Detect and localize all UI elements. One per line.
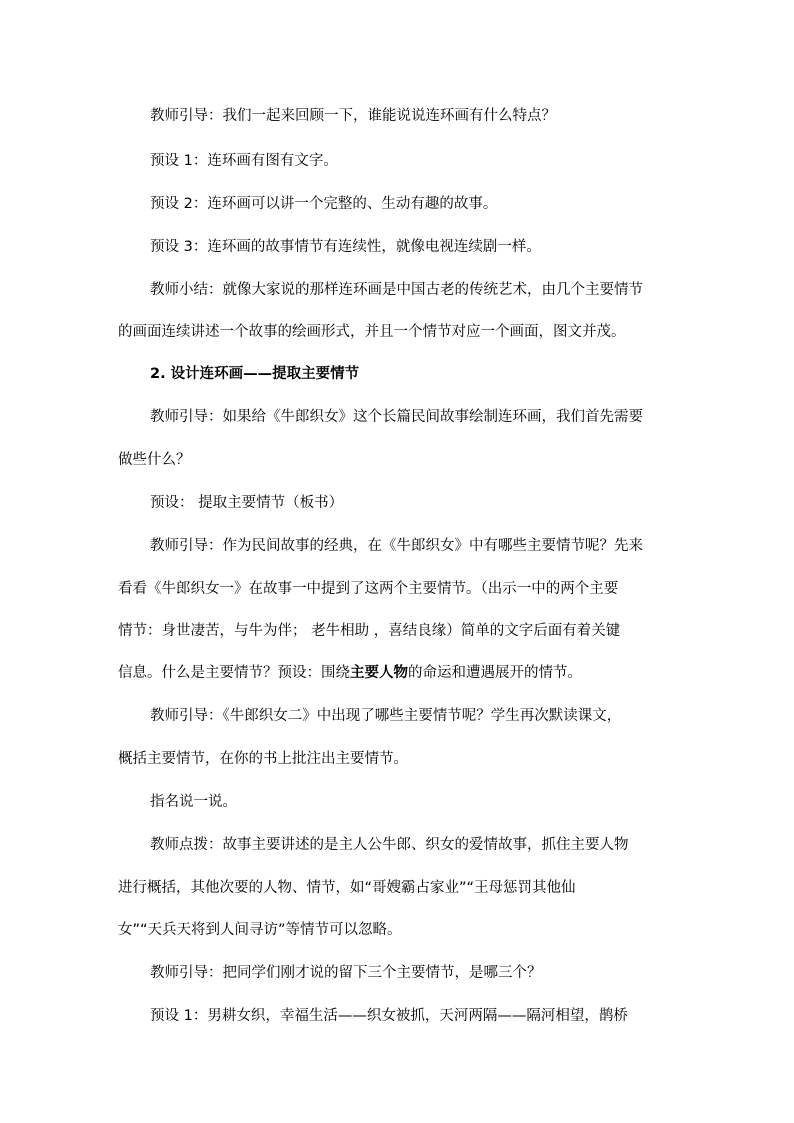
section-heading: 2. 设计连环画——提取主要情节	[150, 366, 360, 382]
main-character-emphasis: 主要人物	[350, 665, 408, 681]
paragraph-teacher-hint-line2: 进行概括，其他次要的人物、情节，如“哥嫂霸占家业”“王母惩罚其他仙	[118, 880, 576, 896]
paragraph-preset-three-plots: 预设 1：男耕女织，幸福生活——织女被抓，天河两隔——隔河相望，鹊桥	[150, 1008, 628, 1024]
paragraph-preset-2: 预设 2：连环画可以讲一个完整的、生动有趣的故事。	[150, 196, 498, 212]
paragraph-teacher-guide-classic-line1: 教师引导：作为民间故事的经典，在《牛郎织女》中有哪些主要情节呢？先来	[150, 538, 643, 554]
paragraph-preset-1: 预设 1：连环画有图有文字。	[150, 153, 338, 169]
paragraph-teacher-guide-classic-line2: 看看《牛郎织女一》在故事一中提到了这两个主要情节。（出示一中的两个主要	[118, 581, 619, 597]
paragraph-teacher-guide-review: 教师引导：我们一起来回顾一下，谁能说说连环画有什么特点？	[150, 108, 556, 124]
paragraph-teacher-guide-draw-line1: 教师引导：如果给《牛郎织女》这个长篇民间故事绘制连环画，我们首先需要	[150, 409, 643, 425]
paragraph-teacher-summary-line2: 的画面连续讲述一个故事的绘画形式，并且一个情节对应一个画面，图文并茂。	[118, 324, 626, 340]
line4-text-a: 信息。什么是主要情节？预设：围绕	[118, 665, 350, 681]
paragraph-teacher-guide-classic-line3: 情节：身世凄苦，与牛为伴； 老牛相助 ，喜结良缘）简单的文字后面有着关键	[118, 623, 621, 639]
paragraph-name-call: 指名说一说。	[150, 794, 237, 810]
paragraph-teacher-guide-part2-line1: 教师引导：《牛郎织女二》中出现了哪些主要情节呢？学生再次默读课文，	[150, 708, 622, 724]
paragraph-teacher-summary-line1: 教师小结：就像大家说的那样连环画是中国古老的传统艺术，由几个主要情节	[150, 282, 643, 298]
line4-text-c: 的命运和遭遇展开的情节。	[408, 665, 582, 681]
paragraph-preset-extract: 预设： 提取主要情节（板书）	[150, 495, 344, 511]
paragraph-teacher-hint-line1: 教师点拨：故事主要讲述的是主人公牛郎、织女的爱情故事，抓住主要人物	[150, 837, 629, 853]
paragraph-preset-3: 预设 3：连环画的故事情节有连续性，就像电视连续剧一样。	[150, 239, 541, 255]
paragraph-teacher-hint-line3: 女”“天兵天将到人间寻访”等情节可以忽略。	[118, 922, 402, 938]
paragraph-teacher-guide-draw-line2: 做些什么？	[118, 452, 191, 468]
paragraph-teacher-guide-part2-line2: 概括主要情节，在你的书上批注出主要情节。	[118, 751, 408, 767]
paragraph-teacher-guide-three: 教师引导：把同学们刚才说的留下三个主要情节，是哪三个？	[150, 965, 542, 981]
paragraph-teacher-guide-classic-line4	[118, 663, 688, 683]
